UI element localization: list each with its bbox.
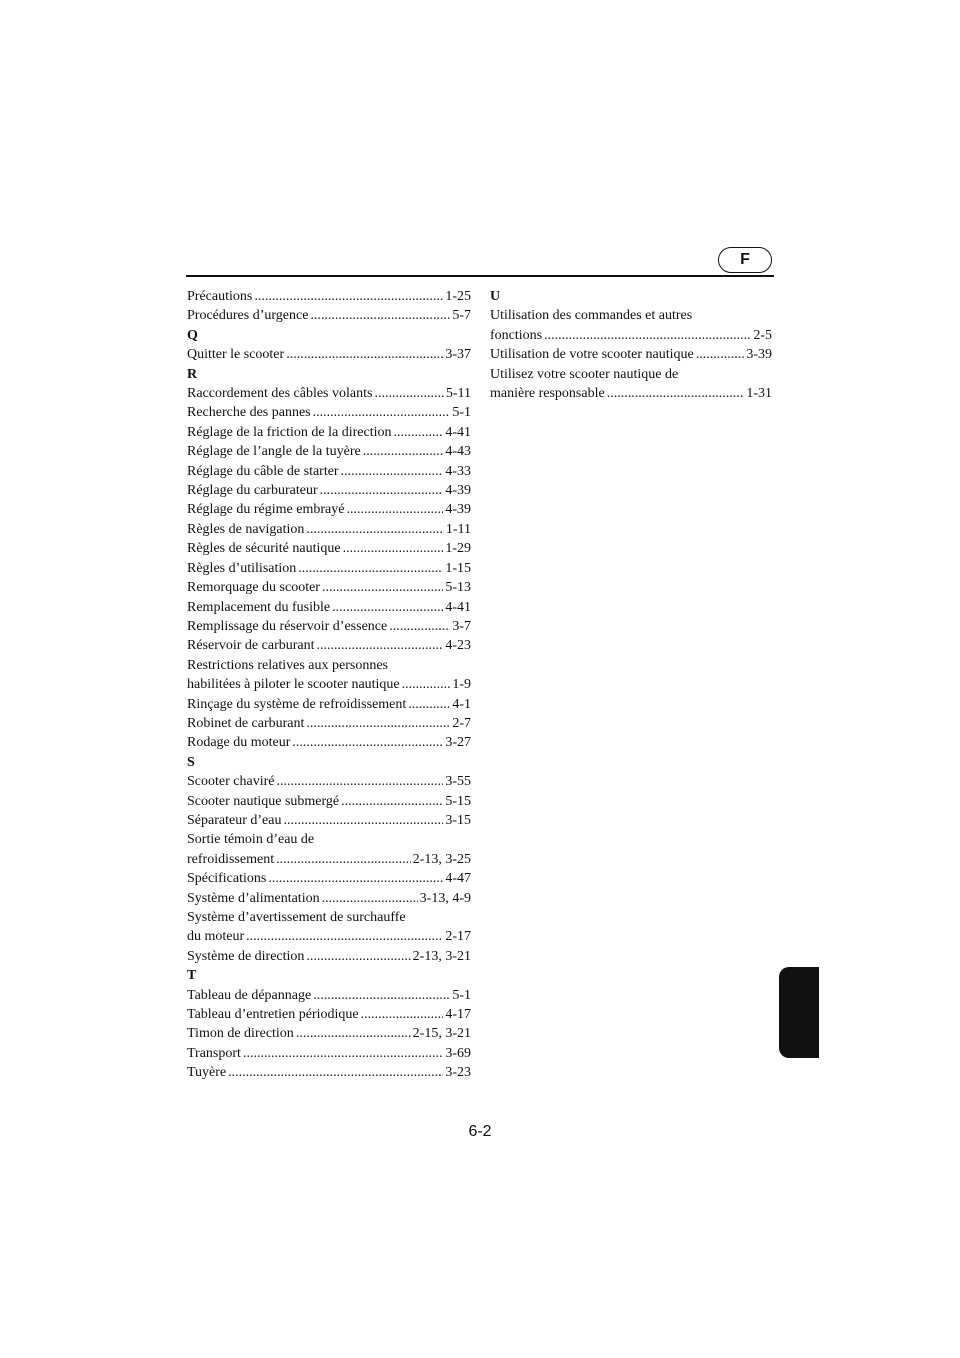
index-entry-line: Sortie témoin d’eau de [187, 832, 315, 848]
entry-title: Réglage de la friction de la direction [187, 424, 392, 440]
entry-page: 4-23 [445, 638, 471, 654]
entry-title: Réglage du carburateur [187, 483, 318, 499]
entry-page: 3-15 [445, 812, 471, 828]
entry-title: Tuyère [187, 1065, 227, 1081]
index-entry [187, 986, 471, 1005]
language-badge [718, 247, 772, 273]
entry-page: 3-39 [746, 347, 772, 363]
entry-page: 4-39 [445, 502, 471, 518]
entry-title: Tableau d’entretien périodique [187, 1007, 359, 1023]
index-entry [187, 578, 471, 597]
index-entry [187, 306, 471, 325]
entry-page: 2-5 [753, 327, 772, 343]
index-entry [490, 326, 772, 345]
index-entry [187, 442, 471, 461]
entry-title: Remplissage du réservoir d’essence [187, 618, 388, 634]
index-entry [187, 520, 471, 539]
entry-title: Rodage du moteur [187, 735, 291, 751]
entry-title: Réservoir de carburant [187, 638, 315, 654]
entry-title: Rinçage du système de refroidissement [187, 696, 407, 712]
index-column-right [490, 287, 772, 403]
dot-leader [276, 772, 443, 791]
index-entry [187, 947, 471, 966]
index-entry [187, 1044, 471, 1063]
entry-page: 4-47 [445, 871, 471, 887]
index-entry [187, 636, 471, 655]
entry-title: refroidissement [187, 851, 275, 867]
index-entry [187, 481, 471, 500]
entry-title: Système de direction [187, 948, 305, 964]
index-entry [187, 617, 471, 636]
dot-leader [286, 345, 443, 364]
header-rule [186, 275, 774, 277]
entry-page: 2-13, 3-21 [412, 948, 471, 964]
entry-page: 5-1 [452, 405, 471, 421]
entry-title: fonctions [490, 327, 543, 343]
entry-title: Système d’alimentation [187, 890, 320, 906]
dot-leader [320, 481, 444, 500]
section-letter: S [187, 754, 195, 770]
index-entry [187, 462, 471, 481]
entry-title: Réglage du régime embrayé [187, 502, 345, 518]
entry-page: 1-15 [445, 560, 471, 576]
index-entry [490, 384, 772, 403]
entry-title: Spécifications [187, 871, 267, 887]
index-entry [187, 403, 471, 422]
index-entry [187, 1063, 471, 1082]
dot-leader [346, 500, 443, 519]
entry-title: Robinet de carburant [187, 715, 305, 731]
dot-leader [317, 636, 444, 655]
language-label: F [740, 251, 750, 268]
dot-leader [296, 1024, 411, 1043]
entry-page: 1-31 [746, 386, 772, 402]
dot-leader [268, 869, 443, 888]
entry-title: Scooter nautique submergé [187, 793, 340, 809]
dot-leader [374, 384, 443, 403]
chapter-tab [779, 967, 819, 1058]
index-entry [187, 423, 471, 442]
entry-page: 2-13, 3-25 [412, 851, 471, 867]
entry-title: Timon de direction [187, 1026, 294, 1042]
index-entry [187, 772, 471, 791]
section-letter: T [187, 968, 197, 984]
index-entry-line: Système d’avertissement de surchauffe [187, 910, 406, 925]
entry-page: 3-27 [445, 735, 471, 751]
entry-title: Séparateur d’eau [187, 812, 282, 828]
entry-page: 3-37 [445, 347, 471, 363]
section-letter: U [490, 289, 501, 304]
index-entry-line: Restrictions relatives aux personnes [187, 657, 389, 673]
entry-page: 3-69 [445, 1045, 471, 1061]
dot-leader [343, 539, 444, 558]
dot-leader [607, 384, 745, 403]
entry-page: 5-1 [452, 987, 471, 1003]
index-entry [187, 695, 471, 714]
index-entry [187, 714, 471, 733]
dot-leader [322, 889, 418, 908]
index-entry [187, 539, 471, 558]
entry-title: Recherche des pannes [187, 405, 311, 421]
entry-title: habilitées à piloter le scooter nautique [187, 677, 400, 693]
entry-page: 4-43 [445, 444, 471, 460]
dot-leader [283, 811, 443, 830]
dot-leader [363, 442, 444, 461]
index-entry-line: Utilisez votre scooter nautique de [490, 366, 679, 382]
entry-page: 3-55 [445, 774, 471, 790]
entry-page: 1-25 [445, 289, 471, 304]
entry-page: 4-39 [445, 483, 471, 499]
index-entry [187, 927, 471, 946]
index-entry [187, 1024, 471, 1043]
index-entry [187, 384, 471, 403]
index-entry [187, 869, 471, 888]
entry-page: 3-7 [452, 618, 471, 634]
dot-leader [402, 675, 451, 694]
entry-title: Règles de navigation [187, 521, 305, 537]
entry-page: 4-41 [445, 599, 471, 615]
entry-page: 5-11 [445, 386, 471, 402]
index-entry [187, 559, 471, 578]
dot-leader [544, 326, 751, 345]
entry-page: 5-7 [452, 308, 471, 324]
entry-page: 4-33 [445, 463, 471, 479]
page-number: 6-2 [468, 1123, 492, 1140]
index-entry [187, 733, 471, 752]
entry-title: Transport [187, 1045, 241, 1061]
dot-leader [696, 345, 745, 364]
entry-title: du moteur [187, 929, 245, 945]
entry-page: 3-13, 4-9 [419, 890, 471, 906]
dot-leader [341, 462, 444, 481]
entry-page: 4-41 [445, 424, 471, 440]
index-column-left [187, 287, 471, 1083]
entry-title: Utilisation de votre scooter nautique [490, 347, 694, 363]
section-letter: Q [187, 327, 198, 343]
dot-leader [341, 792, 443, 811]
index-entry-line: Utilisation des commandes et autres [490, 308, 693, 324]
entry-page: 1-29 [445, 541, 471, 557]
dot-leader [292, 733, 443, 752]
dot-leader [310, 306, 450, 325]
entry-title: Raccordement des câbles volants [187, 386, 373, 402]
dot-leader [313, 986, 450, 1005]
entry-page: 1-9 [452, 677, 471, 693]
index-entry [187, 1005, 471, 1024]
dot-leader [306, 947, 410, 966]
entry-title: Procédures d’urgence [187, 308, 309, 324]
index-entry [187, 675, 471, 694]
entry-page: 2-17 [445, 929, 471, 945]
entry-page: 2-7 [452, 715, 471, 731]
entry-page: 3-23 [445, 1065, 471, 1081]
index-entry [187, 598, 471, 617]
entry-title: Réglage de l’angle de la tuyère [187, 444, 361, 460]
dot-leader [254, 287, 443, 306]
index-entry [187, 287, 471, 306]
entry-page: 4-17 [445, 1007, 471, 1023]
dot-leader [332, 598, 443, 617]
entry-page: 4-1 [452, 696, 471, 712]
entry-title: Scooter chaviré [187, 774, 275, 790]
index-entry [490, 345, 772, 364]
dot-leader [389, 617, 450, 636]
dot-leader [322, 578, 443, 597]
entry-title: Tableau de dépannage [187, 987, 312, 1003]
dot-leader [298, 559, 443, 578]
section-letter: R [187, 366, 198, 382]
entry-title: Quitter le scooter [187, 347, 285, 363]
entry-title: Règles de sécurité nautique [187, 541, 341, 557]
dot-leader [246, 927, 443, 946]
dot-leader [228, 1063, 443, 1082]
dot-leader [408, 695, 450, 714]
entry-title: manière responsable [490, 386, 605, 402]
entry-title: Règles d’utilisation [187, 560, 297, 576]
entry-title: Remplacement du fusible [187, 599, 331, 615]
entry-page: 2-15, 3-21 [412, 1026, 471, 1042]
dot-leader [306, 520, 443, 539]
dot-leader [306, 714, 450, 733]
dot-leader [393, 423, 443, 442]
index-entry [187, 850, 471, 869]
entry-title: Précautions [187, 289, 253, 304]
dot-leader [243, 1044, 443, 1063]
entry-page: 5-13 [445, 580, 471, 596]
dot-leader [361, 1005, 444, 1024]
index-entry [187, 500, 471, 519]
entry-page: 5-15 [445, 793, 471, 809]
index-entry [187, 811, 471, 830]
dot-leader [276, 850, 411, 869]
entry-page: 1-11 [445, 521, 471, 537]
entry-title: Remorquage du scooter [187, 580, 320, 596]
index-entry [187, 889, 471, 908]
index-entry [187, 792, 471, 811]
entry-title: Réglage du câble de starter [187, 463, 339, 479]
dot-leader [313, 403, 451, 422]
index-entry [187, 345, 471, 364]
